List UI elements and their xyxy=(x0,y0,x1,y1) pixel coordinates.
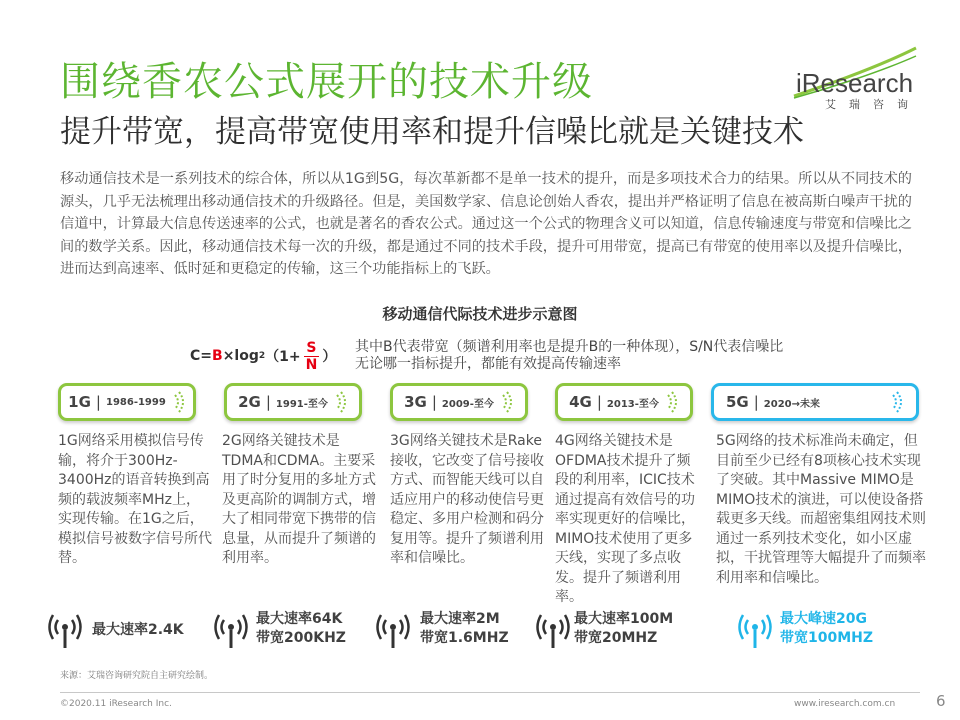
svg-text:iResearch: iResearch xyxy=(796,68,914,98)
gen-separator: | xyxy=(95,393,101,411)
gen-2g-speed xyxy=(256,610,346,648)
gen-label: 1G xyxy=(68,393,91,411)
gen-years: 1991-至今 xyxy=(275,398,328,410)
gen-5g-speed xyxy=(780,610,873,648)
shannon-formula xyxy=(190,336,336,376)
formula-open: （1+ xyxy=(265,349,301,365)
gen-separator: | xyxy=(753,393,759,411)
diagram-title: 移动通信代际技术进步示意图 xyxy=(382,305,578,323)
speed-line1: 最大速率2.4K xyxy=(92,622,184,638)
source-note: 来源：艾瑞咨询研究院自主研究绘制。 xyxy=(60,671,214,681)
formula-note-line1: 其中B代表带宽（频谱利用率也是提升B的一种体现），S/N代表信噪比 xyxy=(355,339,784,355)
copyright: ©2020.11 iResearch Inc. xyxy=(60,699,172,709)
gen-years: 2020→未来 xyxy=(763,398,821,410)
antenna-signal-icon xyxy=(374,612,412,650)
gen-box-4g xyxy=(555,383,693,421)
antenna-signal-icon xyxy=(534,612,572,650)
intro-paragraph: 移动通信技术是一系列技术的综合体，所以从1G到5G，每次革新都不是单一技术的提升，而是多项技术合力的结果。所以从不同技术的源头，几乎无法梳理出移动通信技术的升级路径。但是，美国数学家、信息论创始人香农，提出并严格证明了信息在被高斯白噪声干扰的信道中，计算最大信息传送速率的公式，也就是著名的香农公式。通过这一个公式的物理含义可以知道，信息传输速度与带宽和信噪比之间的数学关系。因此，移动通信技术每一次的升级，都是通过不同的技术手段，提升可用带宽，提高已有带宽的使用率以及提升信噪比，进而达到高速率、低时延和更稳定的传输，这三个功能指标上的飞跃。 xyxy=(60,171,912,277)
page-title: 围绕香农公式展开的技术升级 xyxy=(60,59,593,105)
gen-years: 2013-至今 xyxy=(606,398,659,410)
logo-chinese-name: 艾瑞咨询 xyxy=(825,98,921,111)
formula-close: ） xyxy=(322,349,337,365)
gen-4g-description: 4G网络关键技术是OFDMA技术提升了频段的利用率，ICIC技术通过提高有效信号的功率实现更好的信噪比，MIMO技术使用了更多天线，实现了多点收发。提升了频谱利用率。 xyxy=(555,433,695,605)
gen-years: 2009-至今 xyxy=(441,398,494,410)
gen-separator: | xyxy=(265,393,271,411)
formula-note xyxy=(355,339,783,373)
gen-1g-description: 1G网络采用模拟信号传输，将介于300Hz-3400Hz的语音转换到高频的载波频率MHz上，实现传输。在1G之后，模拟信号被数字信号所代替。 xyxy=(58,433,212,566)
formula-note-line2: 无论哪一指标提升，都能有效提高传输速率 xyxy=(355,356,621,372)
signal-waves-icon xyxy=(500,391,514,413)
page-subtitle: 提升带宽，提高带宽使用率和提升信噪比就是关键技术 xyxy=(60,114,804,150)
speed-line2: 带宽1.6MHZ xyxy=(420,630,509,646)
gen-separator: | xyxy=(596,393,602,411)
formula-bandwidth: B xyxy=(212,348,223,364)
speed-line2: 带宽20MHZ xyxy=(574,630,658,646)
gen-box-3g xyxy=(390,383,528,421)
gen-label: 3G xyxy=(404,393,427,411)
antenna-signal-icon xyxy=(736,612,774,650)
formula-fraction xyxy=(304,340,320,373)
gen-box-5g xyxy=(711,383,919,421)
gen-box-1g xyxy=(58,383,196,421)
gen-2g-description: 2G网络关键技术是TDMA和CDMA。主要采用了时分复用的多址方式及更高阶的调制方式，增大了相同带宽下携带的信息量，从而提升了频谱的利用率。 xyxy=(222,433,376,566)
signal-waves-icon xyxy=(665,391,679,413)
formula-lead: C= xyxy=(190,348,213,364)
gen-label: 5G xyxy=(725,393,749,411)
gen-label: 2G xyxy=(238,393,261,411)
gen-1g-speed xyxy=(92,621,184,640)
signal-waves-icon xyxy=(172,391,186,413)
gen-separator: | xyxy=(431,393,437,411)
gen-4g-speed xyxy=(574,610,673,648)
gen-3g-description: 3G网络关键技术是Rake接收，它改变了信号接收方式、而智能天线可以自适应用户的移动使信号更稳定、多用户检测和码分复用等。提升了频谱利用率和信噪比。 xyxy=(390,433,544,566)
speed-line2: 带宽100MHZ xyxy=(780,630,874,646)
speed-line1: 最大速率100M xyxy=(574,611,674,627)
gen-5g-description: 5G网络的技术标准尚未确定，但目前至少已经有8项核心技术实现了突破。其中Massive MIMO是MIMO技术的演进，可以使设备搭载更多天线。而超密集组网技术则通过一系列技术变化，如小区虚拟，干扰管理等大幅提升了而频率利用率和信噪比。 xyxy=(716,433,926,586)
speed-line1: 最大速率64K xyxy=(256,611,343,627)
signal-waves-icon xyxy=(334,391,348,413)
signal-waves-icon xyxy=(890,391,904,413)
page-number: 6 xyxy=(936,692,946,710)
speed-line1: 最大峰速20G xyxy=(780,611,867,627)
speed-line2: 带宽200KHZ xyxy=(256,630,346,646)
formula-signal: S xyxy=(306,339,317,356)
formula-log-base: 2 xyxy=(258,351,266,361)
antenna-signal-icon xyxy=(46,612,84,650)
footer-divider xyxy=(60,692,920,693)
website-url: www.iresearch.com.cn xyxy=(794,699,896,709)
speed-line1: 最大速率2M xyxy=(420,611,500,627)
gen-years: 1986-1999 xyxy=(105,396,166,408)
formula-log: ×log xyxy=(222,348,259,364)
gen-label: 4G xyxy=(569,393,592,411)
gen-3g-speed xyxy=(420,610,509,648)
gen-box-2g xyxy=(224,383,362,421)
formula-noise: N xyxy=(305,356,318,373)
antenna-signal-icon xyxy=(212,612,250,650)
